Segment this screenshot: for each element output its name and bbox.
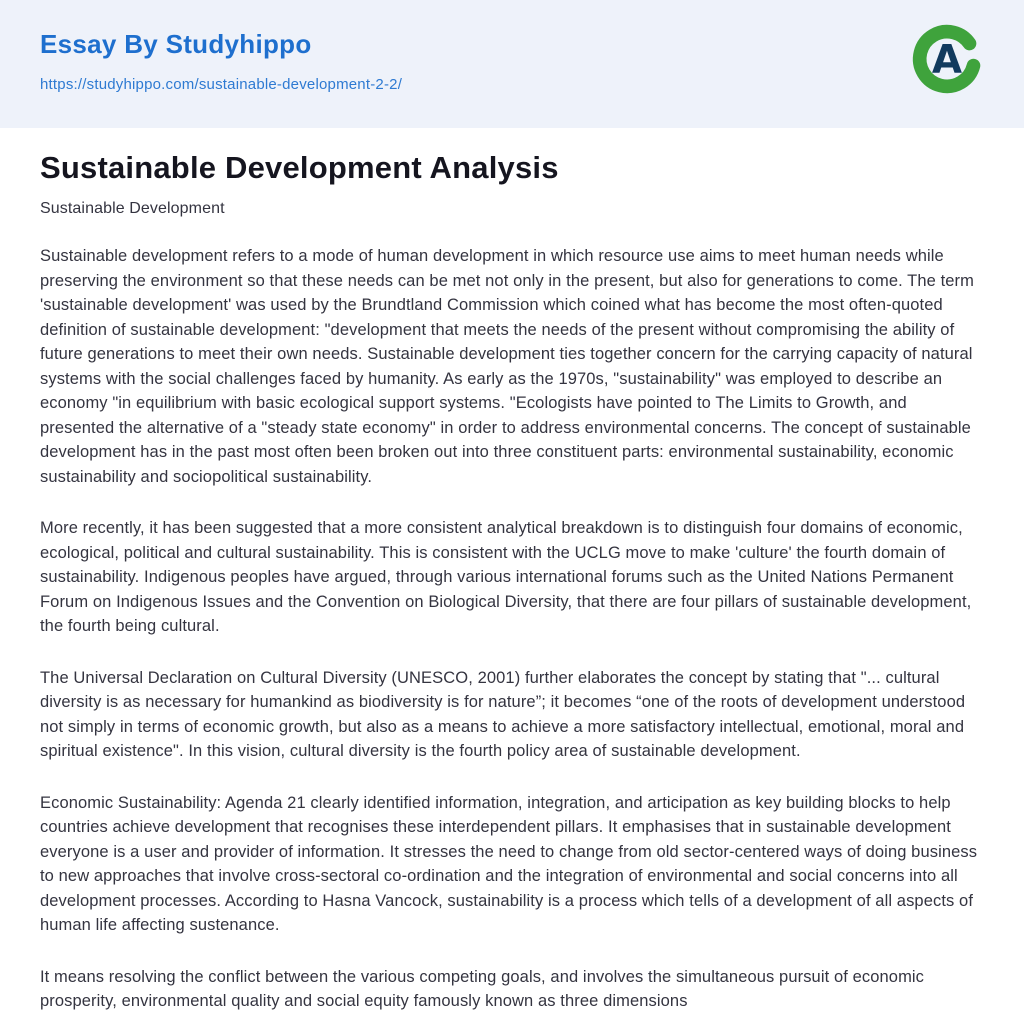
logo-letter: A <box>931 37 963 83</box>
page-header <box>0 0 1024 128</box>
article-body <box>40 244 984 1014</box>
article-content <box>0 128 1024 1014</box>
studyhippo-logo <box>908 20 986 98</box>
paragraph-3: The Universal Declaration on Cultural Diversity (UNESCO, 2001) further elaborates the concept by stating that "... cultural diversity is as necessary for humankind as biodiversity is for nature”; it becomes “one of the roots of development understood not simply in terms of economic growth, but also as a means to achieve a more satisfactory intellectual, emotional, moral and spiritual existence". In this vision, cultural diversity is the fourth policy area of sustainable development. <box>40 668 966 760</box>
article-title: Sustainable Development Analysis <box>40 150 559 185</box>
paragraph-5: It means resolving the conflict between the various competing goals, and involves the simultaneous pursuit of economic prosperity, environmental quality and social equity famously known as three dimensions <box>40 967 925 1010</box>
studyhippo-a-icon <box>908 20 986 98</box>
site-title: Essay By Studyhippo <box>40 29 312 59</box>
source-url-link[interactable]: https://studyhippo.com/sustainable-development-2-2/ <box>40 75 403 93</box>
paragraph-1: Sustainable development refers to a mode of human development in which resource use aims to meet human needs while preserving the environment so that these needs can be met not only in the present, but also for generations to come. The term 'sustainable development' was used by the Brundtland Commission which coined what has become the most often-quoted definition of sustainable development: "development that meets the needs of the present without compromising the ability of future generations to meet their own needs. Sustainable development ties together concern for the carrying capacity of natural systems with the social challenges faced by humanity. As early as the 1970s, "sustainability" was employed to describe an economy "in equilibrium with basic ecological support systems. "Ecologists have pointed to The Limits to Growth, and presented the alternative of a "steady state economy" in order to address environmental concerns. The concept of sustainable development has in the past most often been broken out into three constituent parts: environmental sustainability, economic sustainability and sociopolitical sustainability. <box>40 247 974 486</box>
article-subtitle: Sustainable Development <box>40 200 225 217</box>
paragraph-2: More recently, it has been suggested that a more consistent analytical breakdown is to distinguish four domains of economic, ecological, political and cultural sustainability. This is consistent with the UCLG move to make 'culture' the fourth domain of sustainability. Indigenous peoples have argued, through various international forums such as the United Nations Permanent Forum on Indigenous Issues and the Convention on Biological Diversity, that there are four pillars of sustainable development, the fourth being cultural. <box>40 519 972 635</box>
paragraph-4: Economic Sustainability: Agenda 21 clearly identified information, integration, and articipation as key building blocks to help countries achieve development that recognises these interdependent pillars. It emphasises that in sustainable development everyone is a user and provider of information. It stresses the need to change from old sector-centered ways of doing business to new approaches that involve cross-sectoral co-ordination and the integration of environmental and social concerns into all development processes. According to Hasna Vancock, sustainability is a process which tells of a development of all aspects of human life affecting sustenance. <box>40 793 978 934</box>
